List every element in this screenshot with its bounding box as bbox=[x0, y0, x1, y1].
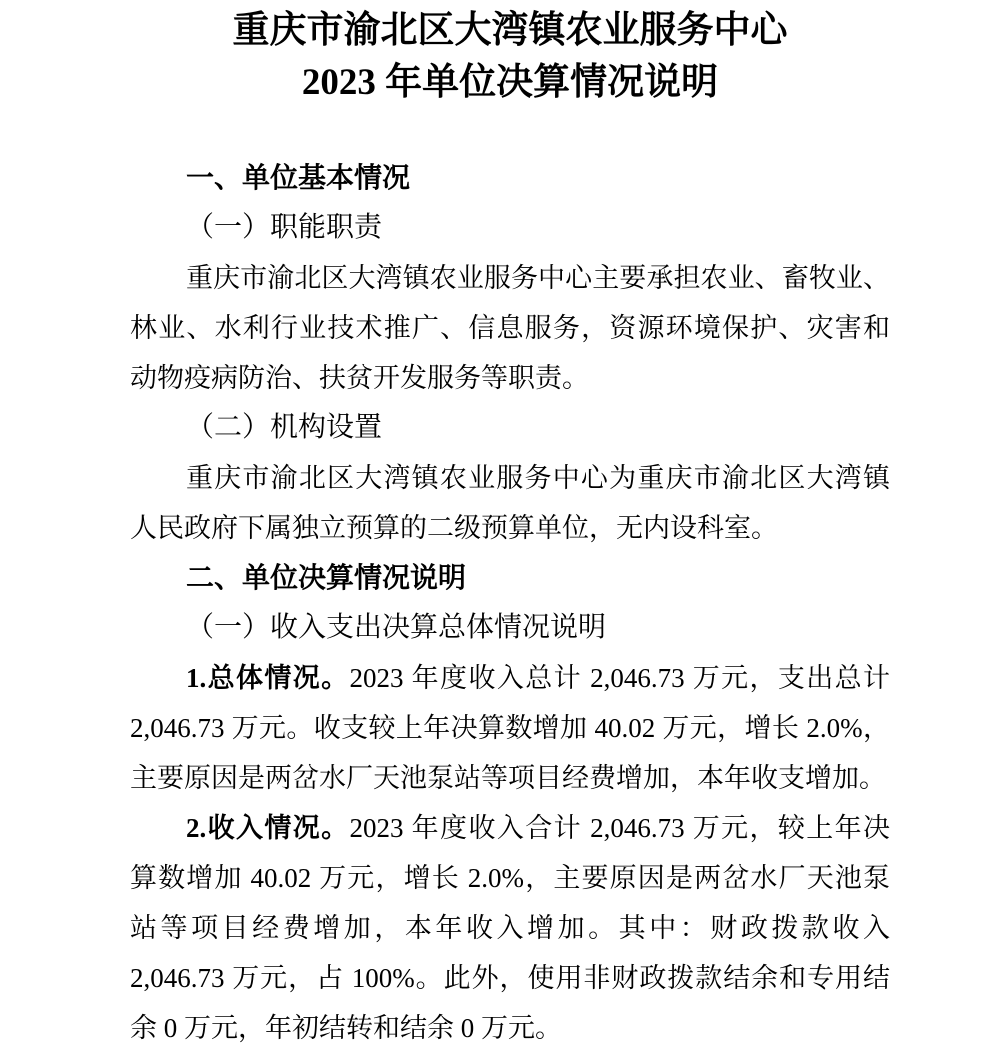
section-2-sub-1-heading: （一）收入支出决算总体情况说明 bbox=[186, 612, 607, 643]
paragraph-line: 人民政府下属独立预算的二级预算单位，无内设科室。 bbox=[130, 513, 778, 543]
document-body bbox=[130, 153, 890, 1053]
document-title-line-2: 2023 年单位决算情况说明 bbox=[301, 62, 719, 103]
paragraph-lead: 2.收入情况。 bbox=[186, 813, 350, 843]
paragraph-lead: 1.总体情况。 bbox=[186, 663, 350, 693]
document-title bbox=[130, 5, 890, 109]
paragraph-line: 主要原因是两岔水厂天池泵站等项目经费增加，本年收支增加。 bbox=[130, 763, 886, 793]
paragraph-line bbox=[130, 803, 890, 853]
paragraph-line: 2,046.73 万元，占 100%。此外，使用非财政拨款结余和专用结 bbox=[130, 963, 890, 993]
paragraph-line: 算数增加 40.02 万元，增长 2.0%，主要原因是两岔水厂天池泵 bbox=[130, 863, 890, 893]
section-2-heading: 二、单位决算情况说明 bbox=[186, 562, 467, 593]
paragraph-line: 重庆市渝北区大湾镇农业服务中心为重庆市渝北区大湾镇 bbox=[186, 463, 890, 493]
paragraph-line: 重庆市渝北区大湾镇农业服务中心主要承担农业、畜牧业、 bbox=[186, 263, 890, 293]
paragraph-line: 林业、水利行业技术推广、信息服务，资源环境保护、灾害和 bbox=[130, 313, 890, 343]
section-1-heading: 一、单位基本情况 bbox=[186, 162, 411, 193]
paragraph-line: 余 0 万元，年初结转和结余 0 万元。 bbox=[130, 1013, 562, 1043]
section-1-sub-2-heading: （二）机构设置 bbox=[186, 412, 383, 443]
paragraph-text: 2023 年度收入合计 2,046.73 万元，较上年决 bbox=[349, 813, 890, 843]
paragraph-line bbox=[130, 653, 890, 703]
section-1-sub-1-heading: （一）职能职责 bbox=[186, 212, 383, 243]
paragraph-line: 2,046.73 万元。收支较上年决算数增加 40.02 万元，增长 2.0%， bbox=[130, 713, 890, 743]
paragraph-line: 动物疫病防治、扶贫开发服务等职责。 bbox=[130, 363, 589, 393]
paragraph-line: 站等项目经费增加，本年收入增加。其中：财政拨款收入 bbox=[130, 913, 890, 943]
paragraph-text: 2023 年度收入总计 2,046.73 万元，支出总计 bbox=[349, 663, 890, 693]
document-title-line-1: 重庆市渝北区大湾镇农业服务中心 bbox=[232, 10, 788, 51]
